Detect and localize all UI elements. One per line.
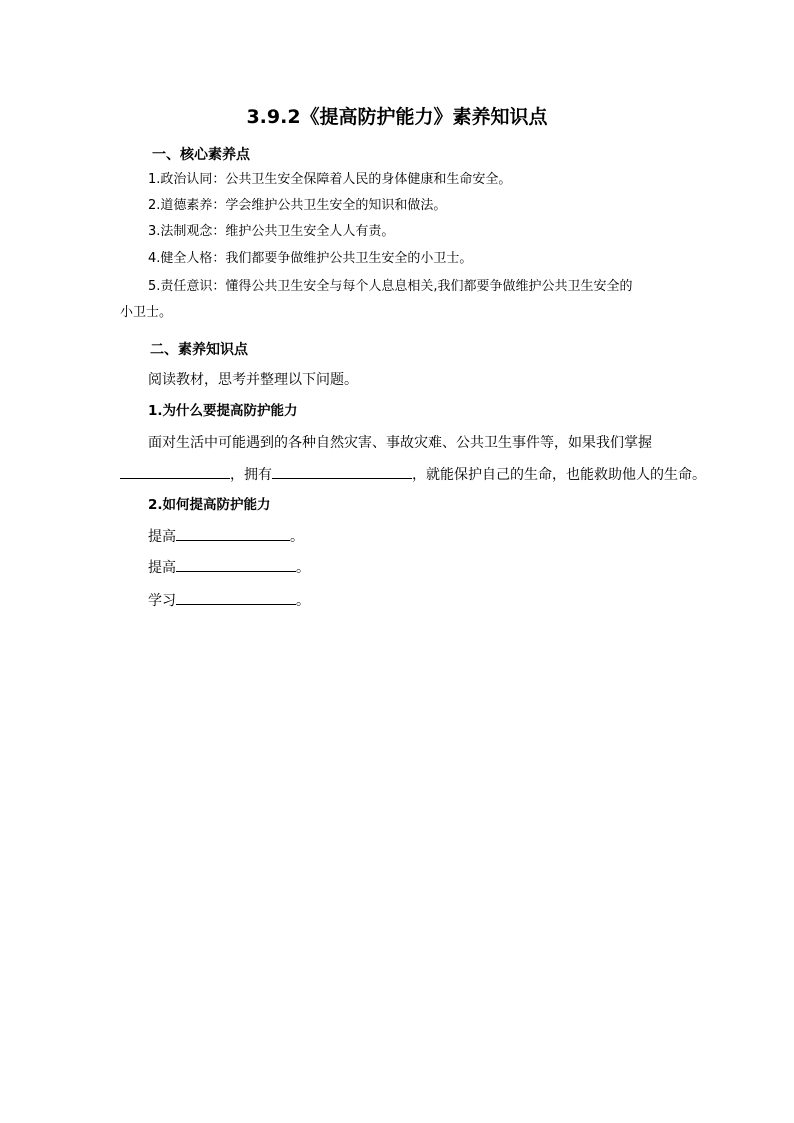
- answer-prefix: 提高: [148, 560, 176, 576]
- question1-heading: 1.为什么要提高防护能力: [148, 403, 298, 419]
- question1-text-fragment: ，拥有: [230, 467, 272, 483]
- document-title: 3.9.2《提高防护能力》素养知识点: [246, 106, 548, 128]
- section1-item-5-continued: 小卫士。: [120, 305, 173, 320]
- answer-prefix: 学习: [148, 593, 176, 609]
- section1-item-5: 5.责任意识：懂得公共卫生安全与每个人息息相关,我们都要争做维护公共卫生安全的: [148, 279, 633, 294]
- question2-heading: 2.如何提高防护能力: [148, 497, 271, 513]
- answer-suffix: 。: [296, 593, 310, 609]
- section1-item-1: 1.政治认同：公共卫生安全保障着人民的身体健康和生命安全。: [148, 172, 512, 187]
- fill-blank[interactable]: [176, 557, 296, 572]
- section2-heading: 二、素养知识点: [150, 342, 248, 358]
- question1-text-line2: [120, 464, 706, 485]
- fill-blank[interactable]: [120, 464, 230, 479]
- fill-blank[interactable]: [176, 526, 290, 541]
- section1-heading: 一、核心素养点: [152, 147, 250, 163]
- answer-suffix: 。: [296, 560, 310, 576]
- section1-item-2: 2.道德素养：学会维护公共卫生安全的知识和做法。: [148, 198, 447, 213]
- section1-item-3: 3.法制观念：维护公共卫生安全人人有责。: [148, 224, 395, 239]
- question1-text-fragment: ，就能保护自己的生命，也能救助他人的生命。: [412, 467, 706, 483]
- question2-answer-1: [148, 526, 304, 547]
- answer-prefix: 提高: [148, 529, 176, 545]
- fill-blank[interactable]: [272, 464, 412, 479]
- question2-answer-2: [148, 557, 310, 578]
- fill-blank[interactable]: [176, 590, 296, 605]
- answer-suffix: 。: [290, 529, 304, 545]
- section2-intro: 阅读教材，思考并整理以下问题。: [148, 372, 358, 388]
- question2-answer-3: [148, 590, 310, 611]
- question1-text-line1: 面对生活中可能遇到的各种自然灾害、事故灾难、公共卫生事件等，如果我们掌握: [148, 435, 652, 451]
- section1-item-4: 4.健全人格：我们都要争做维护公共卫生安全的小卫士。: [148, 251, 473, 266]
